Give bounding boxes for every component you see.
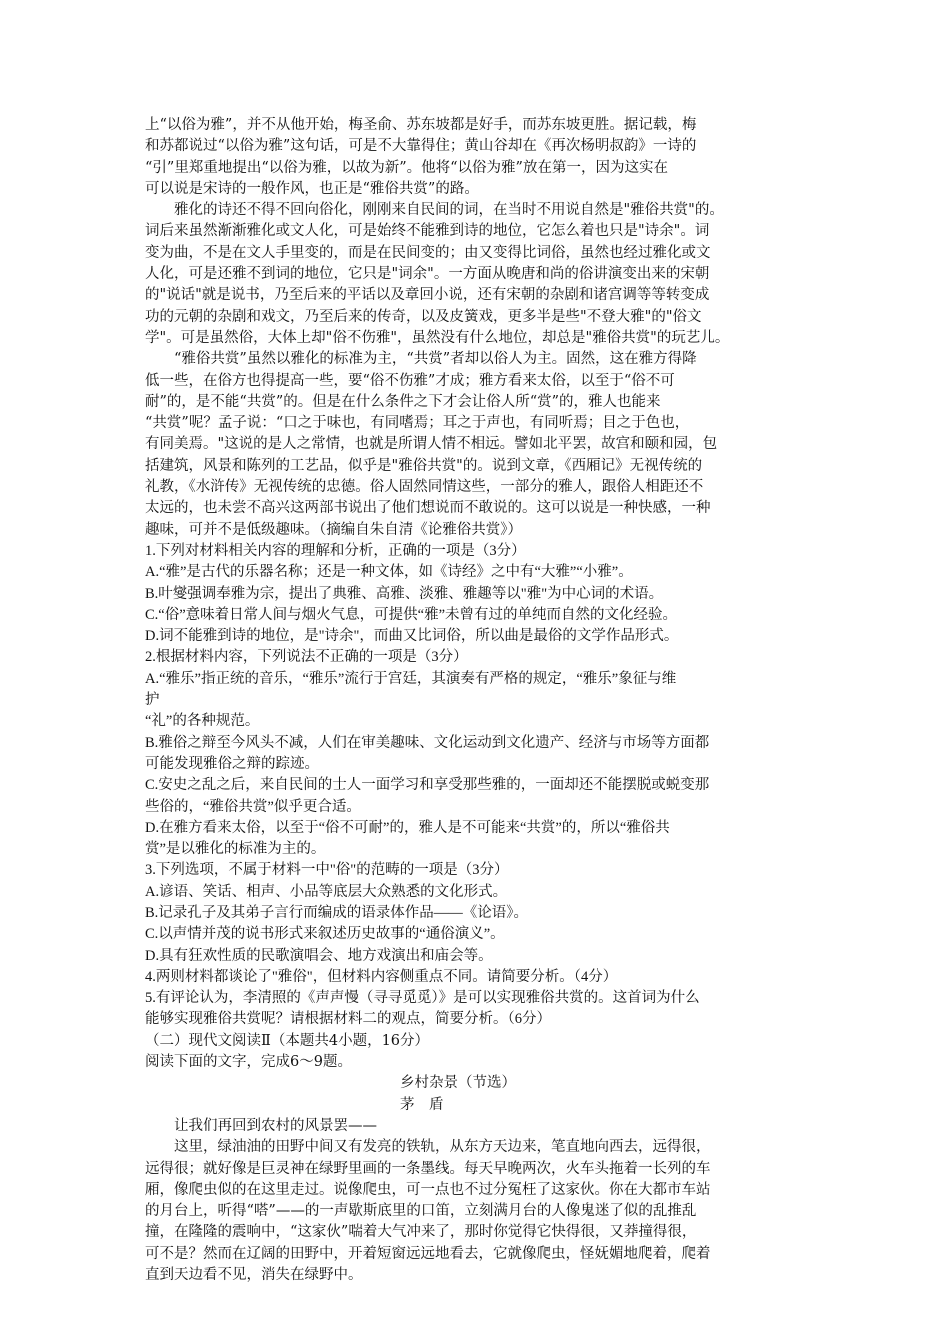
option-b: B.记录孔子及其弟子言行而编成的语录体作品——《论语》。 — [145, 904, 529, 921]
section-2 — [145, 1031, 807, 1287]
text-line: 人化，可是还雅不到词的地位，它只是"词余"。一方面从晚唐和尚的俗讲演变出来的宋朝 — [145, 266, 710, 283]
passage-paragraph — [145, 1137, 807, 1286]
text-line: “共赏”呢？孟子说：“口之于味也，有同嗜焉；耳之于声也，有同听焉；目之于色也， — [145, 415, 690, 432]
text-line: 的月台上，听得“嗒”——的一声歇斯底里的口笛，立刻满月台的人像鬼迷了似的乱推乱 — [145, 1203, 697, 1220]
text-line: 雅化的诗还不得不回向俗化，刚刚来自民间的词，在当时不用说自然是"雅俗共赏"的。 — [174, 202, 724, 219]
question-stem: 2.根据材料内容，下列说法不正确的一项是（3分） — [145, 649, 468, 666]
passage-paragraph — [145, 115, 807, 200]
question-stem: 4.两则材料都谈论了"雅俗"，但材料内容侧重点不同。请简要分析。（4分） — [145, 968, 618, 985]
section-instruction: 阅读下面的文字，完成6～9题。 — [145, 1054, 352, 1071]
document-page — [145, 115, 807, 1286]
text-line: 括建筑，风景和陈列的工艺品，似乎是"雅俗共赏"的。说到文章，《西厢记》无视传统的 — [145, 457, 703, 474]
text-line: 和苏都说过“以俗为雅”这句话，可是不大靠得住；黄山谷却在《再次杨明叔韵》一诗的 — [145, 138, 697, 155]
text-line: 趣味，可并不是低级趣味。（摘编自朱自清《论雅俗共赏》） — [145, 521, 522, 538]
question-stem: 1.下列对材料相关内容的理解和分析，正确的一项是（3分） — [145, 542, 526, 559]
option-d: D.词不能雅到诗的地位，是"诗余"，而曲又比词俗，所以曲是最俗的文学作品形式。 — [145, 628, 679, 645]
option-d-cont: 赏”是以雅化的标准为主的。 — [145, 841, 326, 858]
text-line: 撞，在隆隆的震响中，“这家伙”喘着大气冲来了，那时你觉得它快得很，又莽撞得很， — [145, 1224, 697, 1241]
text-line: 让我们再回到农村的风景罢—— — [174, 1117, 377, 1134]
question-3 — [145, 860, 807, 966]
text-line: 上“以俗为雅”，并不从他开始，梅圣俞、苏东坡都是好手，而苏东坡更胜。据记载，梅 — [145, 117, 697, 133]
text-line: 功的元朝的杂剧和戏文，乃至后来的传奇，以及皮簧戏，更多半是些"不登大雅"的"俗文 — [145, 308, 702, 325]
text-line: 礼教，《水浒传》无视传统的忠德。俗人固然同情这些，一部分的雅人，跟俗人相距还不 — [145, 479, 704, 496]
option-a: A.谚语、笑话、相声、小品等底层大众熟悉的文化形式。 — [145, 883, 508, 900]
question-4 — [145, 967, 807, 988]
article-author: 茅 盾 — [400, 1096, 444, 1113]
text-line: 太远的，也未尝不高兴这两部书说出了他们想说而不敢说的。这可以说是一种快感，一种 — [145, 500, 711, 517]
text-line: 这里，绿油油的田野中间又有发亮的铁轨，从东方天边来，笔直地向西去，远得很， — [174, 1139, 711, 1156]
option-b-cont: 可能发现雅俗之辩的踪迹。 — [145, 755, 319, 772]
option-c-cont: 些俗的，“雅俗共赏”似乎更合适。 — [145, 798, 361, 815]
question-stem: 3.下列选项，不属于材料一中"俗"的范畴的一项是（3分） — [145, 862, 509, 879]
text-line: 可不是？然而在辽阔的田野中，开着短窗远远地看去，它就像爬虫，怪妩媚地爬着，爬着 — [145, 1245, 711, 1262]
text-line: 词后来虽然渐渐雅化或文人化，可是始终不能雅到诗的地位，它怎么着也只是"诗余"。词 — [145, 223, 710, 240]
question-stem: 5.有评论认为，李清照的《声声慢（寻寻觅觅）》是可以实现雅俗共赏的。这首词为什么 — [145, 990, 700, 1007]
text-line: 远得很；就好像是巨灵神在绿野里画的一条墨线。每天早晚两次，火车头拖着一长列的车 — [145, 1160, 711, 1177]
text-line: 的"说话"就是说书，乃至后来的平话以及章回小说，还有宋朝的杂剧和诸宫调等等转变成 — [145, 287, 710, 304]
question-stem-cont: 能够实现雅俗共赏呢？请根据材料二的观点，简要分析。（6分） — [145, 1011, 551, 1028]
text-line: 可以说是宋诗的一般作风，也正是“雅俗共赏”的路。 — [145, 180, 479, 197]
question-2 — [145, 647, 807, 860]
question-1 — [145, 541, 807, 647]
option-c: C.“俗”意味着日常人间与烟火气息，可提供“雅”未曾有过的单纯而自然的文化经验。 — [145, 606, 678, 623]
text-line: 有同美焉。"这说的是人之常情，也就是所谓人情不相远。譬如北平罢，故宫和颐和园，包 — [145, 436, 718, 453]
passage-paragraph — [145, 349, 807, 541]
section-heading: （二）现代文阅读Ⅱ（本题共4小题，16分） — [145, 1032, 430, 1049]
text-line: “雅俗共赏”虽然以雅化的标准为主，“共赏”者却以俗人为主。固然，这在雅方得降 — [174, 351, 697, 368]
option-b: B.叶燮强调奉雅为宗，提出了典雅、高雅、淡雅、雅趣等以"雅"为中心词的术语。 — [145, 585, 664, 602]
option-a-cont: “礼”的各种规范。 — [145, 713, 260, 730]
option-c: C.安史之乱之后，来自民间的士人一面学习和享受那些雅的，一面却还不能摆脱或蜕变那 — [145, 777, 710, 794]
text-line: 低一些，在俗方也得提高一些，要“俗不伤雅”才成；雅方看来太俗，以至于“俗不可 — [145, 372, 675, 389]
text-line: 耐”的，是不能“共赏”的。但是在什么条件之下才会让俗人所“赏”的，雅人也能来 — [145, 393, 661, 410]
text-line: 直到天边看不见，消失在绿野中。 — [145, 1267, 363, 1284]
text-line: 变为曲，不是在文人手里变的，而是在民间变的；由又变得比词俗，虽然也经过雅化或文 — [145, 244, 711, 261]
option-a-cont: 护 — [145, 692, 160, 709]
question-5 — [145, 988, 807, 1031]
text-line: “引”里郑重地提出“以俗为雅，以故为新”。他将“以俗为雅”放在第一，因为这实在 — [145, 159, 668, 176]
option-c: C.以声情并茂的说书形式来叙述历史故事的“通俗演义”。 — [145, 926, 505, 943]
option-b: B.雅俗之辩至今风头不减，人们在审美趣味、文化运动到文化遗产、经济与市场等方面都 — [145, 734, 710, 751]
option-a: A.“雅”是古代的乐器名称；还是一种文体，如《诗经》之中有“大雅”“小雅”。 — [145, 564, 633, 581]
option-a: A.“雅乐”指正统的音乐，“雅乐”流行于宫廷，其演奏有严格的规定，“雅乐”象征与维 — [145, 670, 677, 687]
passage-paragraph — [145, 1116, 807, 1137]
option-d: D.具有狂欢性质的民歌演唱会、地方戏演出和庙会等。 — [145, 947, 493, 964]
option-d: D.在雅方看来太俗，以至于“俗不可耐”的，雅人是不可能来“共赏”的，所以“雅俗共 — [145, 819, 670, 836]
passage-paragraph — [145, 200, 807, 349]
text-line: 厢，像爬虫似的在这里走过。说像爬虫，可一点也不过分冤枉了这家伙。你在大都市车站 — [145, 1181, 711, 1198]
text-line: 学"。可是虽然俗，大体上却"俗不伤雅"，虽然没有什么地位，却总是"雅俗共赏"的玩艺儿。 — [145, 329, 730, 346]
article-title: 乡村杂景（节选） — [400, 1075, 516, 1092]
